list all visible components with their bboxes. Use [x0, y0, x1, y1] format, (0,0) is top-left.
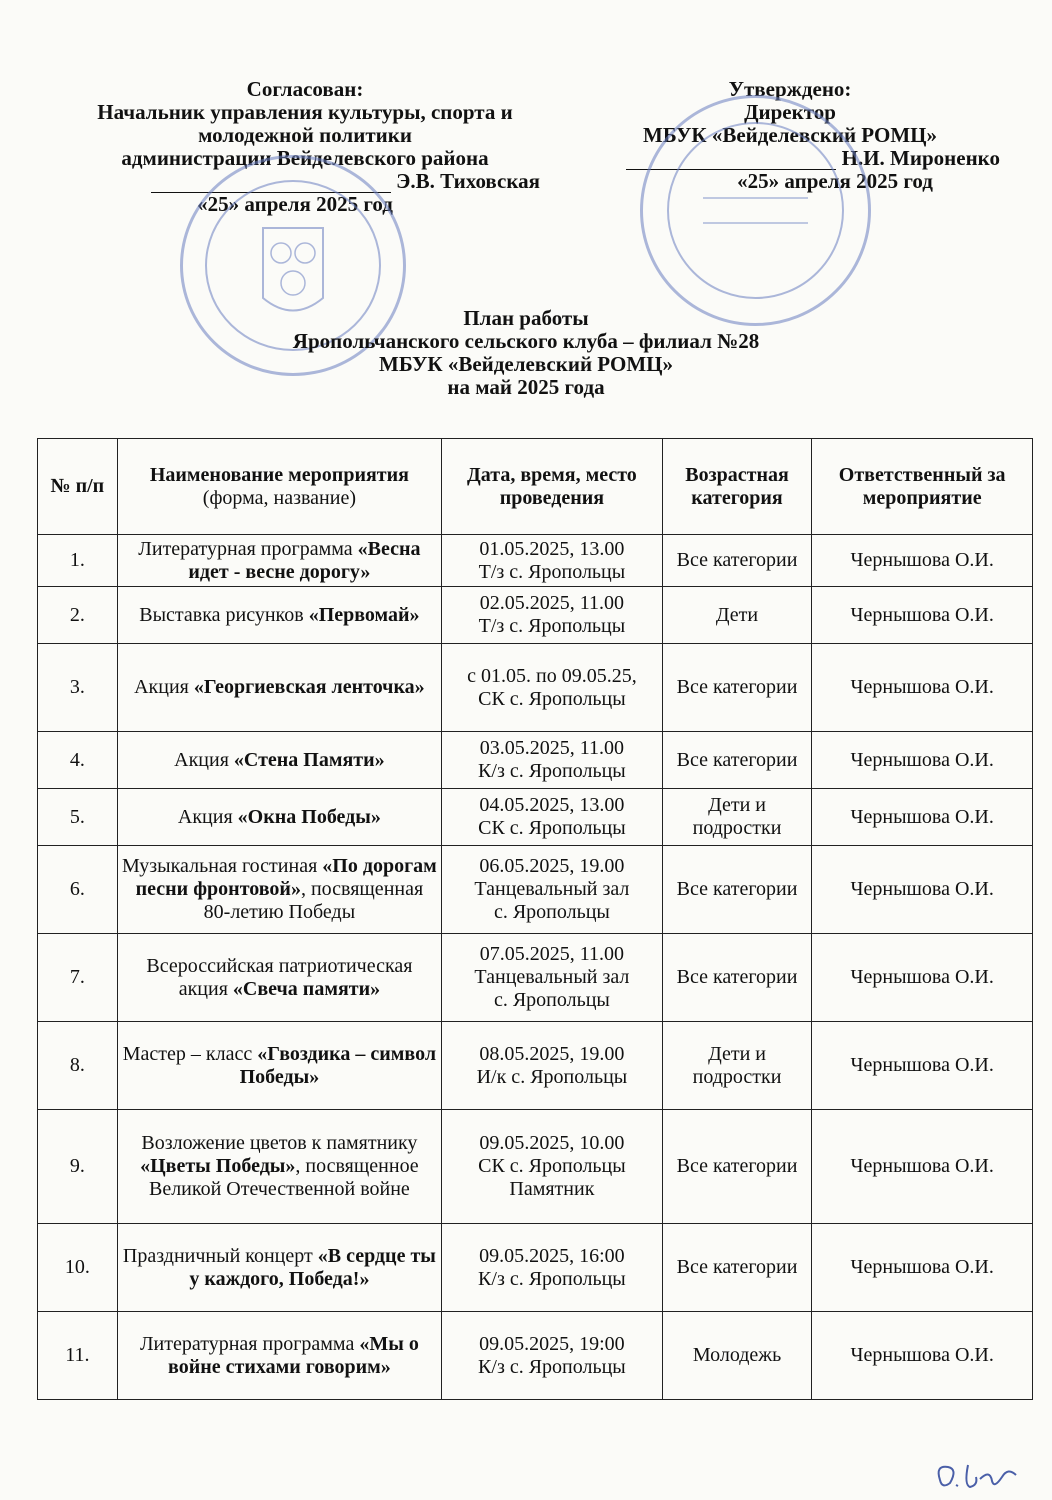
plan-title-line2: Яропольчанского сельского клуба – филиал №28: [292, 329, 760, 353]
table-row: [38, 934, 1033, 1022]
cell-responsible: [812, 1022, 1033, 1110]
row-number: 9.: [69, 1155, 85, 1177]
age-category: Все категории: [676, 966, 798, 988]
events-table: [37, 438, 1033, 1400]
row-number: 8.: [69, 1054, 85, 1076]
header-responsible: Ответственный за мероприятие: [812, 439, 1033, 535]
event-place: Танцевальный зал: [474, 966, 630, 988]
cell-responsible: [812, 587, 1033, 644]
seal-stamp-right: [640, 95, 871, 326]
cell-responsible: [812, 846, 1033, 934]
event-form: Мастер – класс: [122, 1042, 253, 1065]
cell-date-place: [442, 1022, 663, 1110]
event-form: Акция: [174, 748, 229, 771]
approval-left-signatory: Э.В. Тиховская: [396, 169, 540, 193]
event-date: с 01.05. по 09.05.25,: [467, 664, 637, 687]
cell-date-place: [442, 587, 663, 644]
cell-responsible: [812, 644, 1033, 732]
age-category: Все категории: [676, 676, 798, 698]
event-form: Акция: [177, 805, 233, 828]
plan-title-line1: План работы: [463, 306, 589, 330]
event-date: 02.05.2025, 11.00: [479, 592, 625, 614]
cell-num: [38, 1224, 118, 1312]
cell-event: [117, 732, 441, 789]
cell-event: [117, 846, 441, 934]
event-date: 09.05.2025, 10.00: [479, 1132, 625, 1154]
plan-title: [0, 307, 1052, 399]
event-place: Т/з с. Яропольцы: [478, 560, 626, 583]
event-title: «Окна Победы»: [237, 805, 381, 828]
event-place: СК с. Яропольцы: [478, 817, 626, 839]
approval-left-date: «25» апреля 2025 год: [197, 192, 393, 216]
cell-age: [662, 846, 812, 934]
table-row: [38, 846, 1033, 934]
approval-right-position: Директор: [744, 100, 836, 124]
cell-date-place: [442, 789, 663, 846]
approval-left-heading: Согласован:: [246, 77, 364, 101]
table-row: [38, 1110, 1033, 1224]
event-date: 09.05.2025, 19:00: [479, 1332, 625, 1355]
event-form: Музыкальная гостиная: [122, 855, 318, 877]
approval-right-date: «25» апреля 2025 год: [737, 169, 933, 193]
responsible-person: Чернышова О.И.: [850, 748, 994, 771]
cell-responsible: [812, 934, 1033, 1022]
responsible-person: Чернышова О.И.: [850, 676, 994, 698]
event-title: «Стена Памяти»: [233, 748, 385, 771]
age-category: Дети и подростки: [692, 1042, 782, 1088]
cell-event: [117, 789, 441, 846]
cell-date-place: [442, 535, 663, 587]
cell-age: [662, 535, 812, 587]
event-form: Праздничный концерт: [122, 1244, 313, 1267]
event-form: Выставка рисунков: [139, 603, 304, 626]
event-form: Литературная программа: [138, 537, 353, 560]
cell-event: [117, 1224, 441, 1312]
cell-responsible: [812, 732, 1033, 789]
event-note: , посвященное Великой Отечественной войне: [148, 1155, 419, 1200]
plan-title-line3: МБУК «Вейделевский РОМЦ»: [379, 352, 673, 376]
cell-num: [38, 846, 118, 934]
cell-age: [662, 1022, 812, 1110]
responsible-person: Чернышова О.И.: [850, 805, 994, 828]
header-name-sub: (форма, название): [202, 486, 356, 509]
age-category: Дети и подростки: [692, 794, 782, 839]
table-row: [38, 587, 1033, 644]
cell-event: [117, 1110, 441, 1224]
event-note: , посвященная 80-летию Победы: [203, 878, 424, 923]
event-title: «По дорогам песни фронтовой»: [135, 855, 437, 900]
event-form: Литературная программа: [139, 1332, 355, 1355]
table-row: [38, 1312, 1033, 1400]
cell-date-place: [442, 846, 663, 934]
cell-age: [662, 587, 812, 644]
row-number: 3.: [69, 676, 85, 698]
cell-date-place: [442, 732, 663, 789]
event-place: СК с. Яропольцы: [478, 687, 626, 710]
cell-num: [38, 1312, 118, 1400]
header-age: Возрастная категория: [662, 439, 812, 535]
seal-text-icon: [643, 98, 868, 323]
event-place: СК с. Яропольцы: [478, 1155, 626, 1177]
responsible-person: Чернышова О.И.: [850, 1155, 994, 1177]
approval-right-signatory: Н.И. Мироненко: [841, 146, 1000, 170]
event-place: Т/з с. Яропольцы: [478, 615, 626, 637]
age-category: Все категории: [676, 1256, 798, 1278]
row-number: 6.: [69, 878, 85, 900]
age-category: Молодежь: [692, 1344, 782, 1366]
approval-left-line2: молодежной политики: [198, 123, 412, 147]
event-form: Акция: [134, 676, 189, 698]
event-date: 09.05.2025, 16:00: [479, 1244, 625, 1267]
responsible-person: Чернышова О.И.: [850, 603, 994, 626]
header-date: Дата, время, место проведения: [442, 439, 663, 535]
cell-num: [38, 934, 118, 1022]
responsible-person: Чернышова О.И.: [850, 549, 994, 571]
cell-responsible: [812, 1312, 1033, 1400]
table-row: [38, 1022, 1033, 1110]
event-title: «Свеча памяти»: [232, 977, 381, 1000]
event-form: Возложение цветов к памятнику: [141, 1132, 418, 1154]
event-date: 04.05.2025, 13.00: [479, 794, 625, 816]
event-place: К/з с. Яропольцы: [478, 1267, 626, 1290]
cell-responsible: [812, 1110, 1033, 1224]
table-row: [38, 644, 1033, 732]
row-number: 1.: [69, 549, 85, 571]
age-category: Дети: [715, 603, 759, 626]
event-title: «Гвоздика – символ Победы»: [239, 1042, 437, 1088]
age-category: Все категории: [676, 1155, 798, 1177]
cell-age: [662, 732, 812, 789]
row-number: 11.: [65, 1344, 90, 1366]
cell-event: [117, 587, 441, 644]
cell-num: [38, 732, 118, 789]
cell-age: [662, 1110, 812, 1224]
cell-date-place: [442, 1312, 663, 1400]
event-place-extra: с. Яропольцы: [493, 989, 610, 1011]
event-place-extra: Памятник: [509, 1178, 595, 1200]
cell-age: [662, 644, 812, 732]
header-name-main: Наименование мероприятия: [149, 463, 409, 486]
header-name: [117, 439, 441, 535]
handwritten-signature-icon: [930, 1455, 1030, 1495]
row-number: 7.: [69, 966, 85, 988]
cell-num: [38, 587, 118, 644]
cell-date-place: [442, 644, 663, 732]
approval-left-line1: Начальник управления культуры, спорта и: [97, 100, 513, 124]
age-category: Все категории: [676, 549, 798, 571]
cell-event: [117, 1312, 441, 1400]
age-category: Все категории: [676, 748, 798, 771]
cell-responsible: [812, 535, 1033, 587]
cell-num: [38, 1110, 118, 1224]
table-row: [38, 535, 1033, 587]
cell-event: [117, 644, 441, 732]
approval-right-org: МБУК «Вейделевский РОМЦ»: [643, 123, 937, 147]
event-form: Всероссийская патриотическая акция: [146, 954, 413, 1000]
cell-event: [117, 934, 441, 1022]
table-row: [38, 732, 1033, 789]
header-num: № п/п: [38, 439, 118, 535]
cell-num: [38, 1022, 118, 1110]
table-header-row: [38, 439, 1033, 535]
cell-num: [38, 789, 118, 846]
cell-num: [38, 535, 118, 587]
event-date: 01.05.2025, 13.00: [479, 537, 625, 560]
cell-event: [117, 1022, 441, 1110]
event-title: «В сердце ты у каждого, Победа!»: [189, 1244, 436, 1290]
plan-title-line4: на май 2025 года: [447, 375, 605, 399]
responsible-person: Чернышова О.И.: [850, 878, 994, 900]
cell-date-place: [442, 1110, 663, 1224]
cell-responsible: [812, 1224, 1033, 1312]
event-title: «Цветы Победы»: [140, 1155, 296, 1177]
approval-left-line3: администрации Вейделевского района: [121, 146, 489, 170]
cell-responsible: [812, 789, 1033, 846]
event-place: И/к с. Яропольцы: [476, 1065, 628, 1088]
cell-age: [662, 1312, 812, 1400]
table-row: [38, 1224, 1033, 1312]
row-number: 10.: [64, 1256, 90, 1278]
event-date: 08.05.2025, 19.00: [479, 1042, 625, 1065]
responsible-person: Чернышова О.И.: [850, 966, 994, 988]
cell-date-place: [442, 1224, 663, 1312]
age-category: Все категории: [676, 878, 798, 900]
table-row: [38, 789, 1033, 846]
event-title: «Георгиевская ленточка»: [193, 676, 425, 698]
table-body: [38, 535, 1033, 1400]
cell-age: [662, 789, 812, 846]
row-number: 5.: [69, 805, 85, 828]
cell-age: [662, 1224, 812, 1312]
cell-age: [662, 934, 812, 1022]
responsible-person: Чернышова О.И.: [850, 1054, 994, 1076]
row-number: 4.: [69, 748, 85, 771]
event-title: «Первомай»: [308, 603, 420, 626]
approval-right-heading: Утверждено:: [728, 77, 852, 101]
event-date: 07.05.2025, 11.00: [479, 943, 625, 965]
event-place: К/з с. Яропольцы: [478, 760, 626, 782]
event-date: 06.05.2025, 19.00: [479, 855, 625, 877]
cell-event: [117, 535, 441, 587]
event-date: 03.05.2025, 11.00: [479, 737, 625, 759]
event-place-extra: с. Яропольцы: [493, 901, 610, 923]
event-place: Танцевальный зал: [474, 878, 630, 900]
approval-section: [0, 78, 1052, 258]
responsible-person: Чернышова О.И.: [850, 1344, 994, 1366]
row-number: 2.: [69, 603, 85, 626]
responsible-person: Чернышова О.И.: [850, 1256, 994, 1278]
event-title: «Мы о войне стихами говорим»: [168, 1332, 419, 1378]
cell-date-place: [442, 934, 663, 1022]
event-place: К/з с. Яропольцы: [478, 1355, 626, 1378]
event-title: «Весна идет - весне дорогу»: [188, 537, 421, 583]
cell-num: [38, 644, 118, 732]
